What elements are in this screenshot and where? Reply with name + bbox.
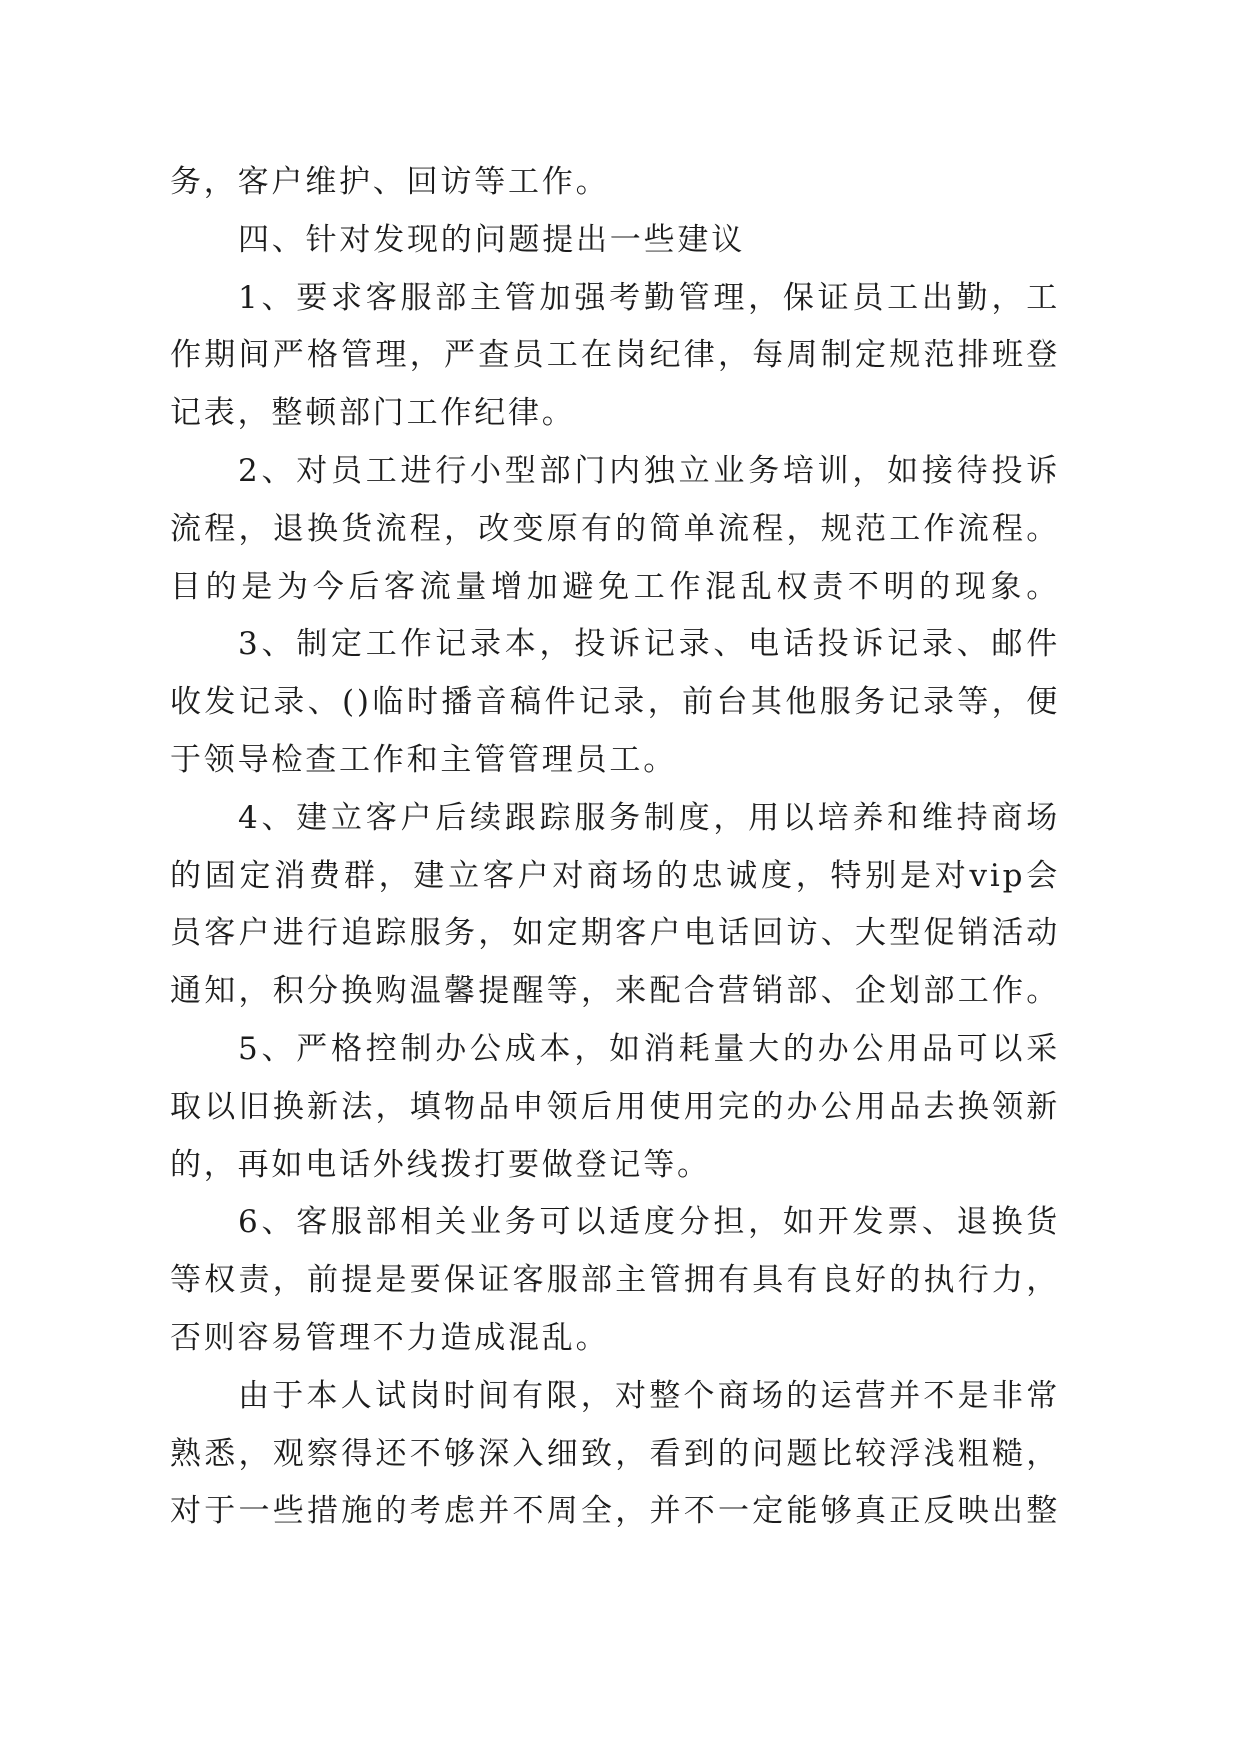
text-line: 记表，整顿部门工作纪律。 <box>170 395 576 432</box>
paragraph-conclusion <box>170 1368 1060 1541</box>
text-line: 目的是为今后客流量增加避免工作混乱权责不明的现象。 <box>170 568 1060 605</box>
paragraph-item-5 <box>170 1021 1060 1194</box>
text-line: 1、要求客服部主管加强考勤管理，保证员工出勤，工 <box>238 279 1060 316</box>
text-line: 于领导检查工作和主管管理员工。 <box>170 741 677 778</box>
paragraph-item-2 <box>170 443 1060 616</box>
paragraph-continuation <box>170 154 1060 212</box>
paragraph-item-3 <box>170 616 1060 789</box>
text-line: 作期间严格管理，严查员工在岗纪律，每周制定规范排班登 <box>170 337 1060 374</box>
text-line: 员客户进行追踪服务，如定期客户电话回访、大型促销活动 <box>170 915 1060 952</box>
section-heading <box>170 212 1060 270</box>
text-line: 否则容易管理不力造成混乱。 <box>170 1319 610 1356</box>
text-line: 由于本人试岗时间有限，对整个商场的运营并不是非常 <box>238 1377 1060 1414</box>
text-line: 务，客户维护、回访等工作。 <box>170 164 610 200</box>
text-line: 取以旧换新法，填物品申领后用使用完的办公用品去换领新 <box>170 1088 1060 1125</box>
text-line: 6、客服部相关业务可以适度分担，如开发票、退换货 <box>238 1204 1060 1241</box>
text-line: 流程，退换货流程，改变原有的简单流程，规范工作流程。 <box>170 510 1060 547</box>
text-line: 的固定消费群，建立客户对商场的忠诚度，特别是对vip会 <box>170 857 1060 894</box>
paragraph-item-1 <box>170 270 1060 443</box>
text-line: 等权责，前提是要保证客服部主管拥有具有良好的执行力， <box>170 1262 1060 1299</box>
text-line: 通知，积分换购温馨提醒等，来配合营销部、企划部工作。 <box>170 973 1060 1010</box>
text-line: 4、建立客户后续跟踪服务制度，用以培养和维持商场 <box>238 799 1060 836</box>
paragraph-item-4 <box>170 790 1060 1021</box>
heading-line: 四、针对发现的问题提出一些建议 <box>238 221 745 258</box>
text-line: 对于一些措施的考虑并不周全，并不一定能够真正反映出整 <box>170 1493 1060 1530</box>
paragraph-item-6 <box>170 1194 1060 1367</box>
text-line: 2、对员工进行小型部门内独立业务培训，如接待投诉 <box>238 452 1060 489</box>
body-text <box>170 154 1060 1541</box>
text-line: 的，再如电话外线拨打要做登记等。 <box>170 1146 711 1183</box>
text-line: 收发记录、()临时播音稿件记录，前台其他服务记录等，便 <box>170 684 1060 721</box>
text-line: 3、制定工作记录本，投诉记录、电话投诉记录、邮件 <box>238 626 1060 663</box>
text-line: 5、严格控制办公成本，如消耗量大的办公用品可以采 <box>238 1030 1060 1067</box>
text-line: 熟悉，观察得还不够深入细致，看到的问题比较浮浅粗糙， <box>170 1435 1060 1472</box>
